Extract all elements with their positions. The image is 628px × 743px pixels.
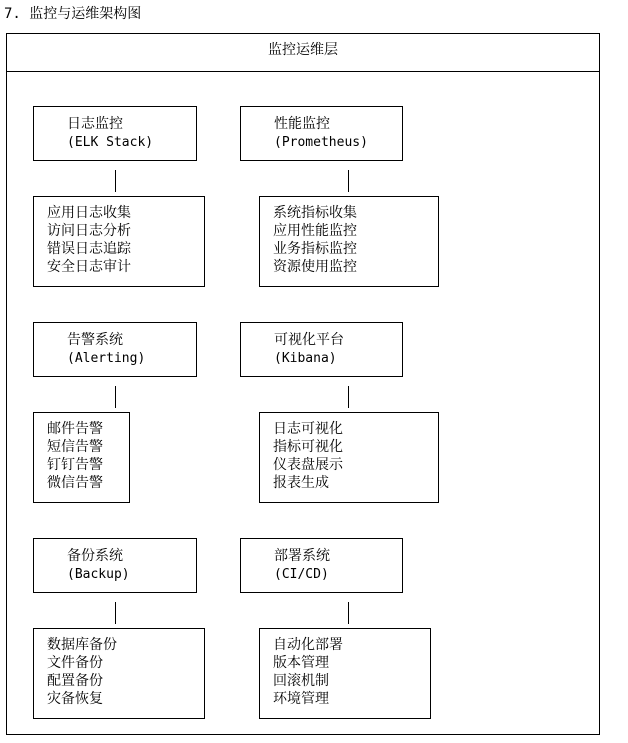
log-monitoring-subtitle: (ELK Stack) bbox=[67, 135, 154, 150]
backup-item: 文件备份 bbox=[47, 655, 103, 671]
perf-item: 资源使用监控 bbox=[273, 259, 357, 275]
viz-item: 日志可视化 bbox=[273, 421, 343, 437]
deployment-system-details bbox=[259, 628, 431, 719]
deploy-item: 环境管理 bbox=[273, 691, 329, 707]
performance-monitoring-title: 性能监控 bbox=[274, 116, 330, 132]
backup-connector bbox=[115, 602, 116, 624]
log-item: 应用日志收集 bbox=[47, 205, 131, 221]
deployment-system-box bbox=[240, 538, 403, 593]
deploy-item: 回滚机制 bbox=[273, 673, 329, 689]
performance-monitoring-box bbox=[240, 106, 403, 161]
alerting-system-subtitle: (Alerting) bbox=[67, 351, 146, 366]
perf-connector bbox=[348, 170, 349, 192]
log-item: 错误日志追踪 bbox=[47, 241, 131, 257]
deploy-connector bbox=[348, 602, 349, 624]
alert-item: 微信告警 bbox=[47, 475, 103, 491]
alert-item: 邮件告警 bbox=[47, 421, 103, 437]
backup-system-title: 备份系统 bbox=[67, 548, 123, 564]
alerting-system-title: 告警系统 bbox=[67, 332, 123, 348]
alert-item: 钉钉告警 bbox=[47, 457, 103, 473]
log-item: 访问日志分析 bbox=[47, 223, 131, 239]
visualization-platform-details bbox=[259, 412, 439, 503]
performance-monitoring-details bbox=[259, 196, 439, 287]
deployment-system-subtitle: (CI/CD) bbox=[274, 567, 329, 582]
visualization-platform-box bbox=[240, 322, 403, 377]
deploy-item: 自动化部署 bbox=[273, 637, 343, 653]
frame-right-dashed-edge bbox=[599, 33, 600, 735]
deployment-system-title: 部署系统 bbox=[274, 548, 330, 564]
page-heading: 7. 监控与运维架构图 bbox=[4, 6, 142, 22]
log-monitoring-details bbox=[33, 196, 205, 287]
perf-item: 系统指标收集 bbox=[273, 205, 357, 221]
backup-system-subtitle: (Backup) bbox=[67, 567, 130, 582]
backup-item: 配置备份 bbox=[47, 673, 103, 689]
viz-item: 报表生成 bbox=[273, 475, 329, 491]
backup-system-box bbox=[33, 538, 197, 593]
backup-item: 灾备恢复 bbox=[47, 691, 103, 707]
alert-connector bbox=[115, 386, 116, 408]
alerting-system-box bbox=[33, 322, 197, 377]
deploy-item: 版本管理 bbox=[273, 655, 329, 671]
layer-title: 监控运维层 bbox=[268, 42, 338, 58]
log-monitoring-title: 日志监控 bbox=[67, 116, 123, 132]
log-item: 安全日志审计 bbox=[47, 259, 131, 275]
frame-left-dashed-edge bbox=[6, 33, 7, 735]
backup-system-details bbox=[33, 628, 205, 719]
viz-item: 仪表盘展示 bbox=[273, 457, 343, 473]
viz-item: 指标可视化 bbox=[273, 439, 343, 455]
log-monitoring-box bbox=[33, 106, 197, 161]
performance-monitoring-subtitle: (Prometheus) bbox=[274, 135, 368, 150]
visualization-platform-title: 可视化平台 bbox=[274, 332, 344, 348]
backup-item: 数据库备份 bbox=[47, 637, 117, 653]
viz-connector bbox=[348, 386, 349, 408]
log-connector bbox=[115, 170, 116, 192]
visualization-platform-subtitle: (Kibana) bbox=[274, 351, 337, 366]
alert-item: 短信告警 bbox=[47, 439, 103, 455]
perf-item: 应用性能监控 bbox=[273, 223, 357, 239]
layer-title-divider bbox=[6, 71, 600, 72]
alerting-system-details bbox=[33, 412, 130, 503]
perf-item: 业务指标监控 bbox=[273, 241, 357, 257]
